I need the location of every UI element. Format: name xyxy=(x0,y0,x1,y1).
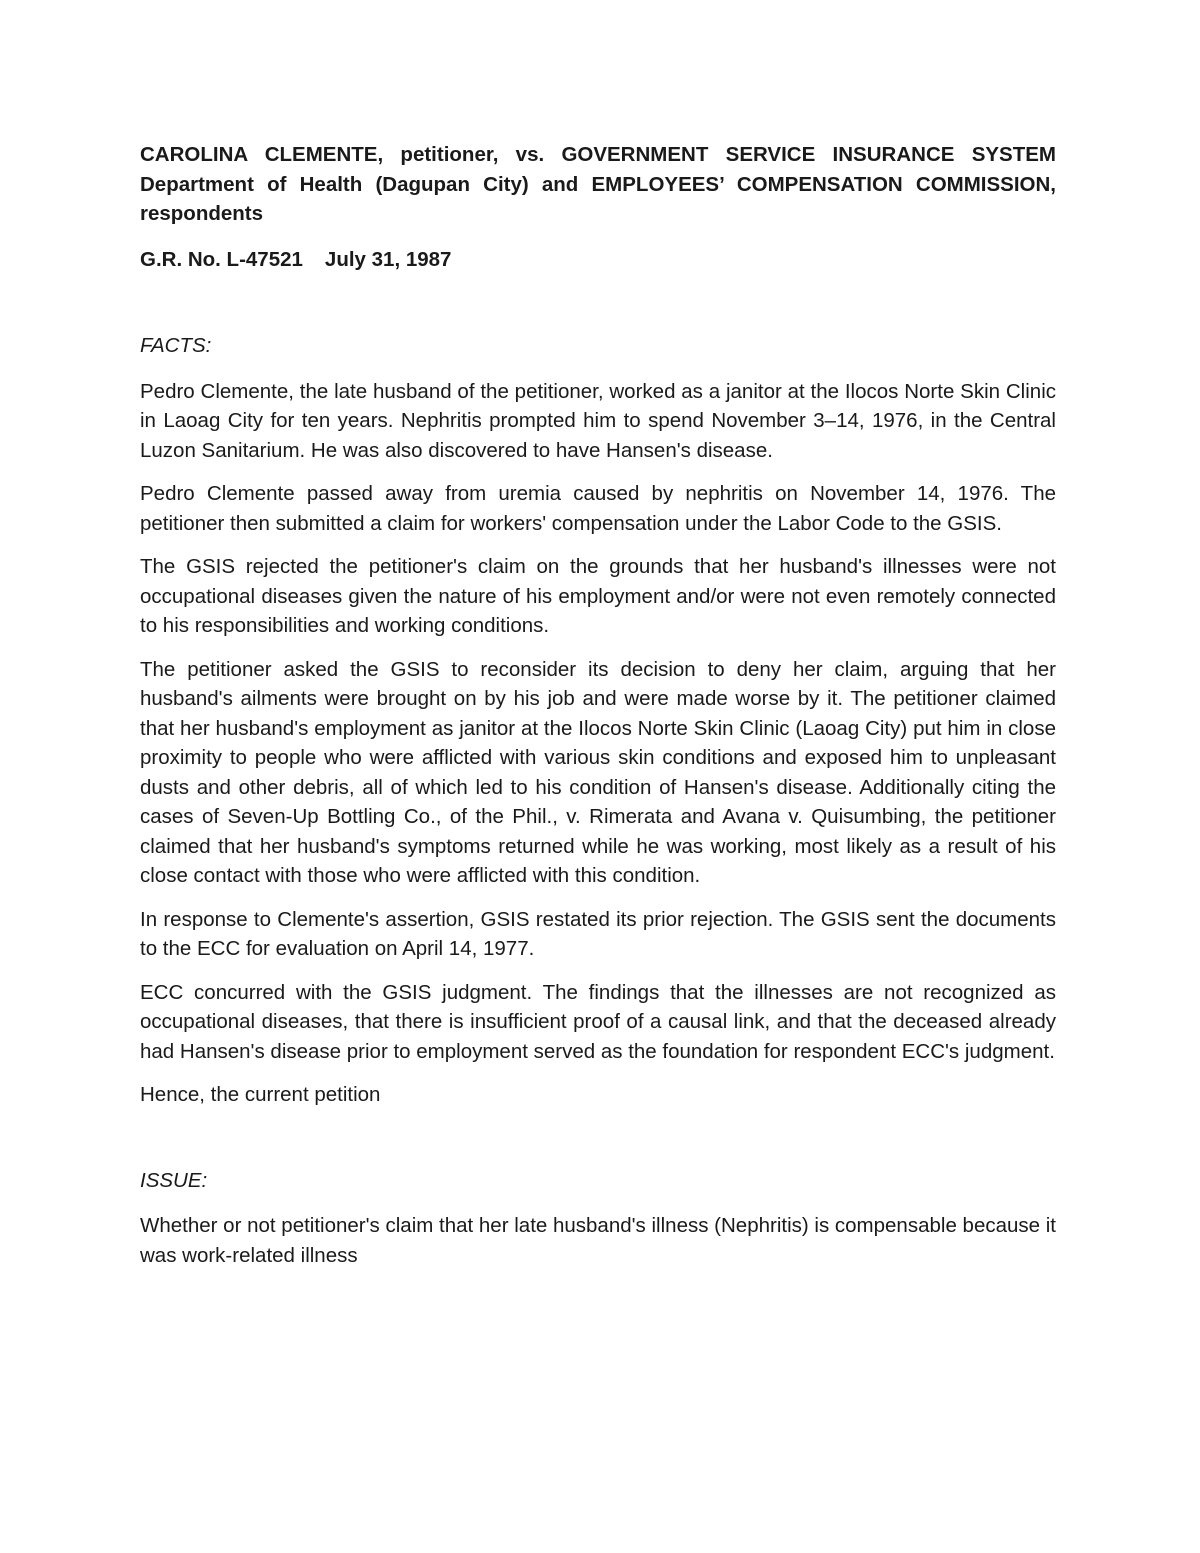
case-reference xyxy=(140,245,1056,275)
facts-paragraph: The GSIS rejected the petitioner's claim on the grounds that her husband's illnesses were not occupational diseases given the nature of his employment and/or were not even remotely connected to his responsibilities and working conditions. xyxy=(140,555,1056,637)
facts-paragraph: The petitioner asked the GSIS to reconsider its decision to deny her claim, arguing that her husband's ailments were brought on by his job and were made worse by it. The petitioner claimed that her husband's employment as janitor at the Ilocos Norte Skin Clinic (Laoag City) put him in close proximity to people who were afflicted with various skin conditions and exposed him to unpleasant dusts and other debris, all of which led to his condition of Hansen's disease. Additionally citing the cases of Seven-Up Bottling Co., of the Phil., v. Rimerata and Avana v. Quisumbing, the petitioner claimed that her husband's symptoms returned while he was working, most likely as a result of his close contact with those who were afflicted with this condition. xyxy=(140,657,1056,887)
facts-paragraph: Pedro Clemente passed away from uremia caused by nephritis on November 14, 1976. The petitioner then submitted a claim for workers' compensation under the Labor Code to the GSIS. xyxy=(140,482,1056,535)
facts-paragraph: Pedro Clemente, the late husband of the petitioner, worked as a janitor at the Ilocos Norte Skin Clinic in Laoag City for ten years. Nephritis prompted him to spend November 3–14, 1976, in the Central Luzon Sanitarium. He was also discovered to have Hansen's disease. xyxy=(140,379,1056,462)
gr-number: G.R. No. L-47521 xyxy=(140,247,303,271)
document-page xyxy=(140,140,1056,1270)
case-title: CAROLINA CLEMENTE, petitioner, vs. GOVERNMENT SERVICE INSURANCE SYSTEM Department of Health (Dagupan City) and EMPLOYEES’ COMPENSATION COMMISSION, respondents xyxy=(140,143,1056,225)
facts-paragraph: Hence, the current petition xyxy=(140,1083,381,1106)
issue-heading: ISSUE: xyxy=(140,1168,208,1192)
facts-paragraph: In response to Clemente's assertion, GSIS restated its prior rejection. The GSIS sent the documents to the ECC for evaluation on April 14, 1977. xyxy=(140,907,1056,960)
facts-heading: FACTS: xyxy=(140,334,212,357)
decision-date: July 31, 1987 xyxy=(324,247,452,271)
facts-paragraph: ECC concurred with the GSIS judgment. The findings that the illnesses are not recognized as occupational diseases, that there is insufficient proof of a causal link, and that the deceased already had Hansen's disease prior to employment served as the foundation for respondent ECC's judgment. xyxy=(140,980,1056,1063)
issue-paragraph: Whether or not petitioner's claim that her late husband's illness (Nephritis) is compensable because it was work-related illness xyxy=(140,1214,1056,1267)
